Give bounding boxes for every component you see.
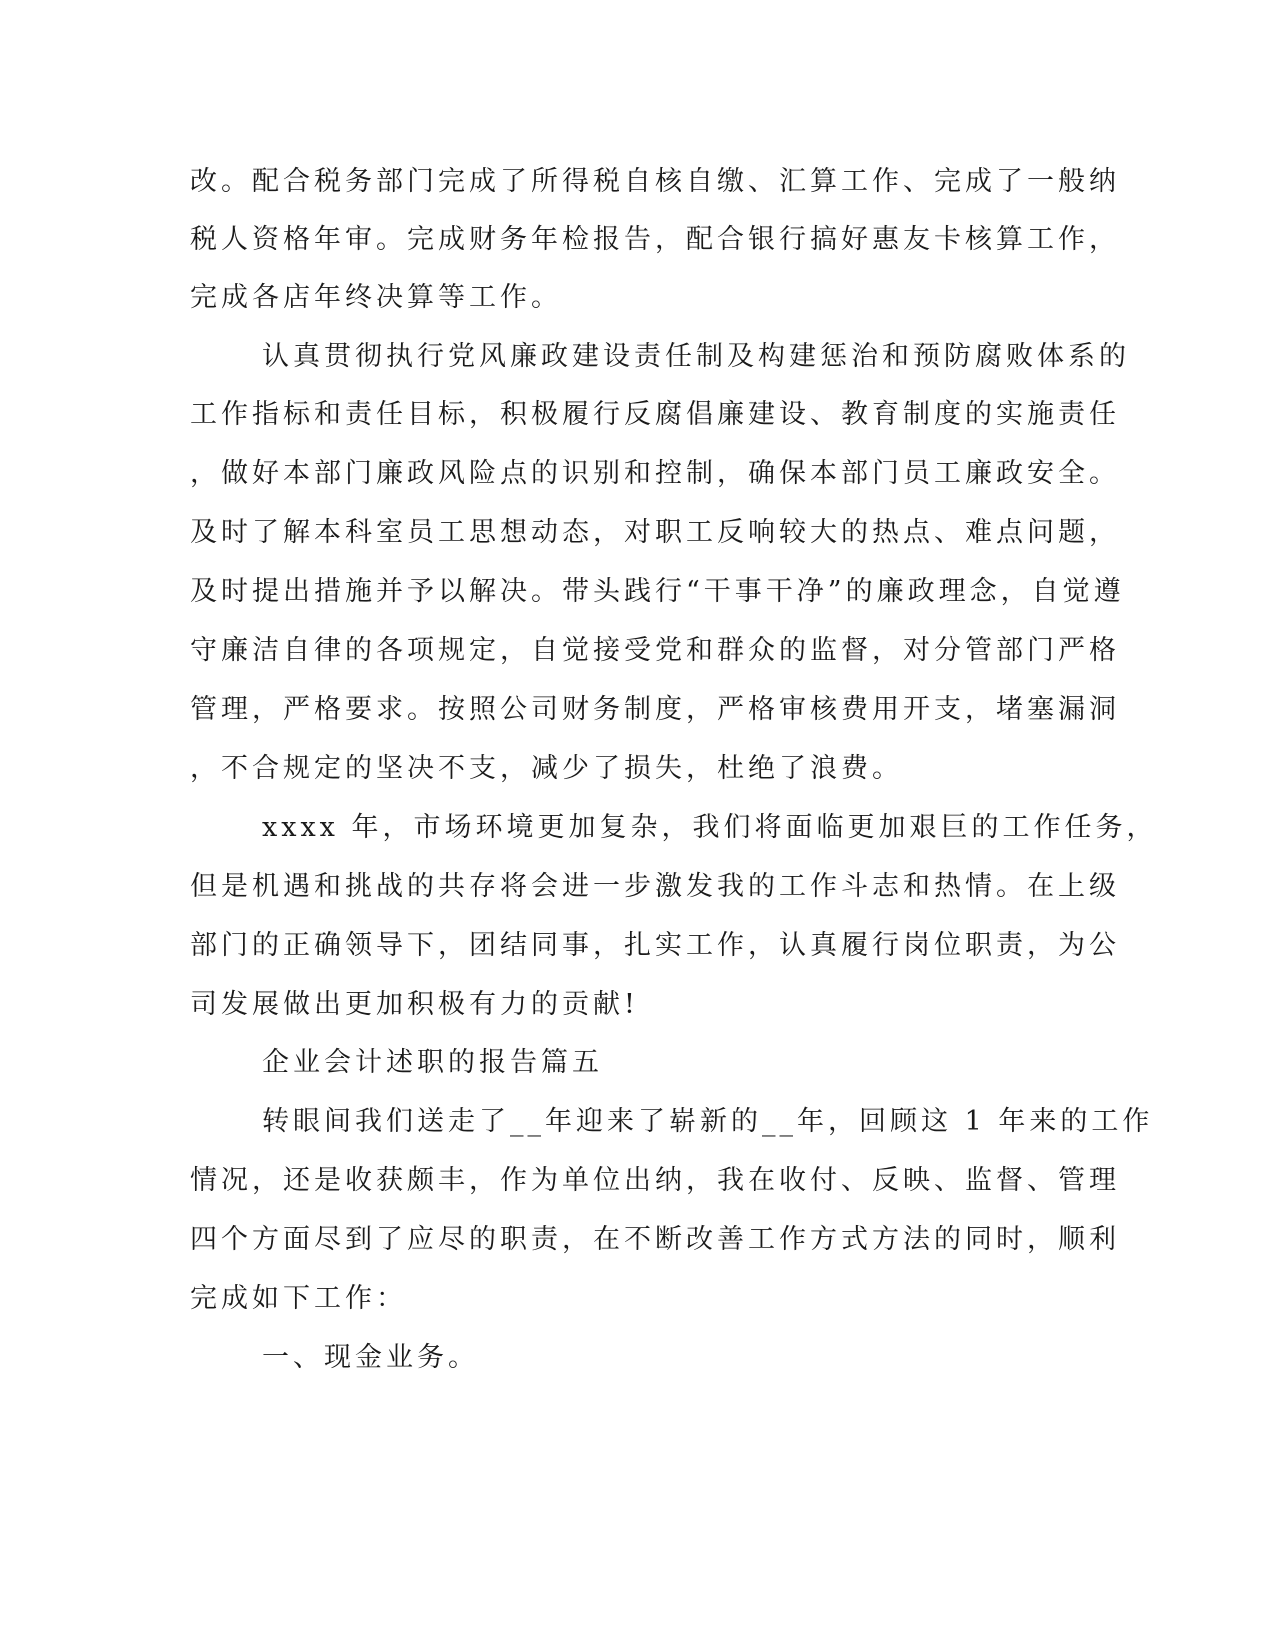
text-line: 转眼间我们送走了__年迎来了崭新的__年，回顾这 1 年来的工作 (262, 1106, 1154, 1137)
text-line: 税人资格年审。完成财务年检报告，配合银行搞好惠友卡核算工作， (190, 224, 1120, 255)
text-line: 但是机遇和挑战的共存将会进一步激发我的工作斗志和热情。在上级 (190, 871, 1120, 902)
text-line: ，做好本部门廉政风险点的识别和控制，确保本部门员工廉政安全。 (190, 458, 1120, 489)
text-line: 完成如下工作： (190, 1283, 407, 1314)
text-line: 管理，严格要求。按照公司财务制度，严格审核费用开支，堵塞漏洞 (190, 694, 1120, 725)
section-heading: 企业会计述职的报告篇五 (262, 1047, 603, 1078)
text-line: ，不合规定的坚决不支，减少了损失，杜绝了浪费。 (190, 753, 903, 784)
subsection-heading: 一、现金业务。 (262, 1342, 479, 1373)
text-line: 及时了解本科室员工思想动态，对职工反响较大的热点、难点问题， (190, 517, 1120, 548)
text-line: 完成各店年终决算等工作。 (190, 282, 562, 313)
text-line: 守廉洁自律的各项规定，自觉接受党和群众的监督，对分管部门严格 (190, 635, 1120, 666)
text-line: 改。配合税务部门完成了所得税自核自缴、汇算工作、完成了一般纳 (190, 166, 1120, 197)
text-line: 工作指标和责任目标，积极履行反腐倡廉建设、教育制度的实施责任 (190, 399, 1120, 430)
text-line: 四个方面尽到了应尽的职责，在不断改善工作方式方法的同时，顺利 (190, 1224, 1120, 1255)
text-line: 司发展做出更加积极有力的贡献! (190, 989, 639, 1020)
text-line: 及时提出措施并予以解决。带头践行“干事干净”的廉政理念，自觉遵 (190, 576, 1125, 607)
text-line: 情况，还是收获颇丰，作为单位出纳，我在收付、反映、监督、管理 (190, 1165, 1120, 1196)
text-line: xxxx 年，市场环境更加复杂，我们将面临更加艰巨的工作任务， (262, 812, 1158, 843)
text-line: 部门的正确领导下，团结同事，扎实工作，认真履行岗位职责，为公 (190, 930, 1120, 961)
text-line: 认真贯彻执行党风廉政建设责任制及构建惩治和预防腐败体系的 (262, 341, 1130, 372)
